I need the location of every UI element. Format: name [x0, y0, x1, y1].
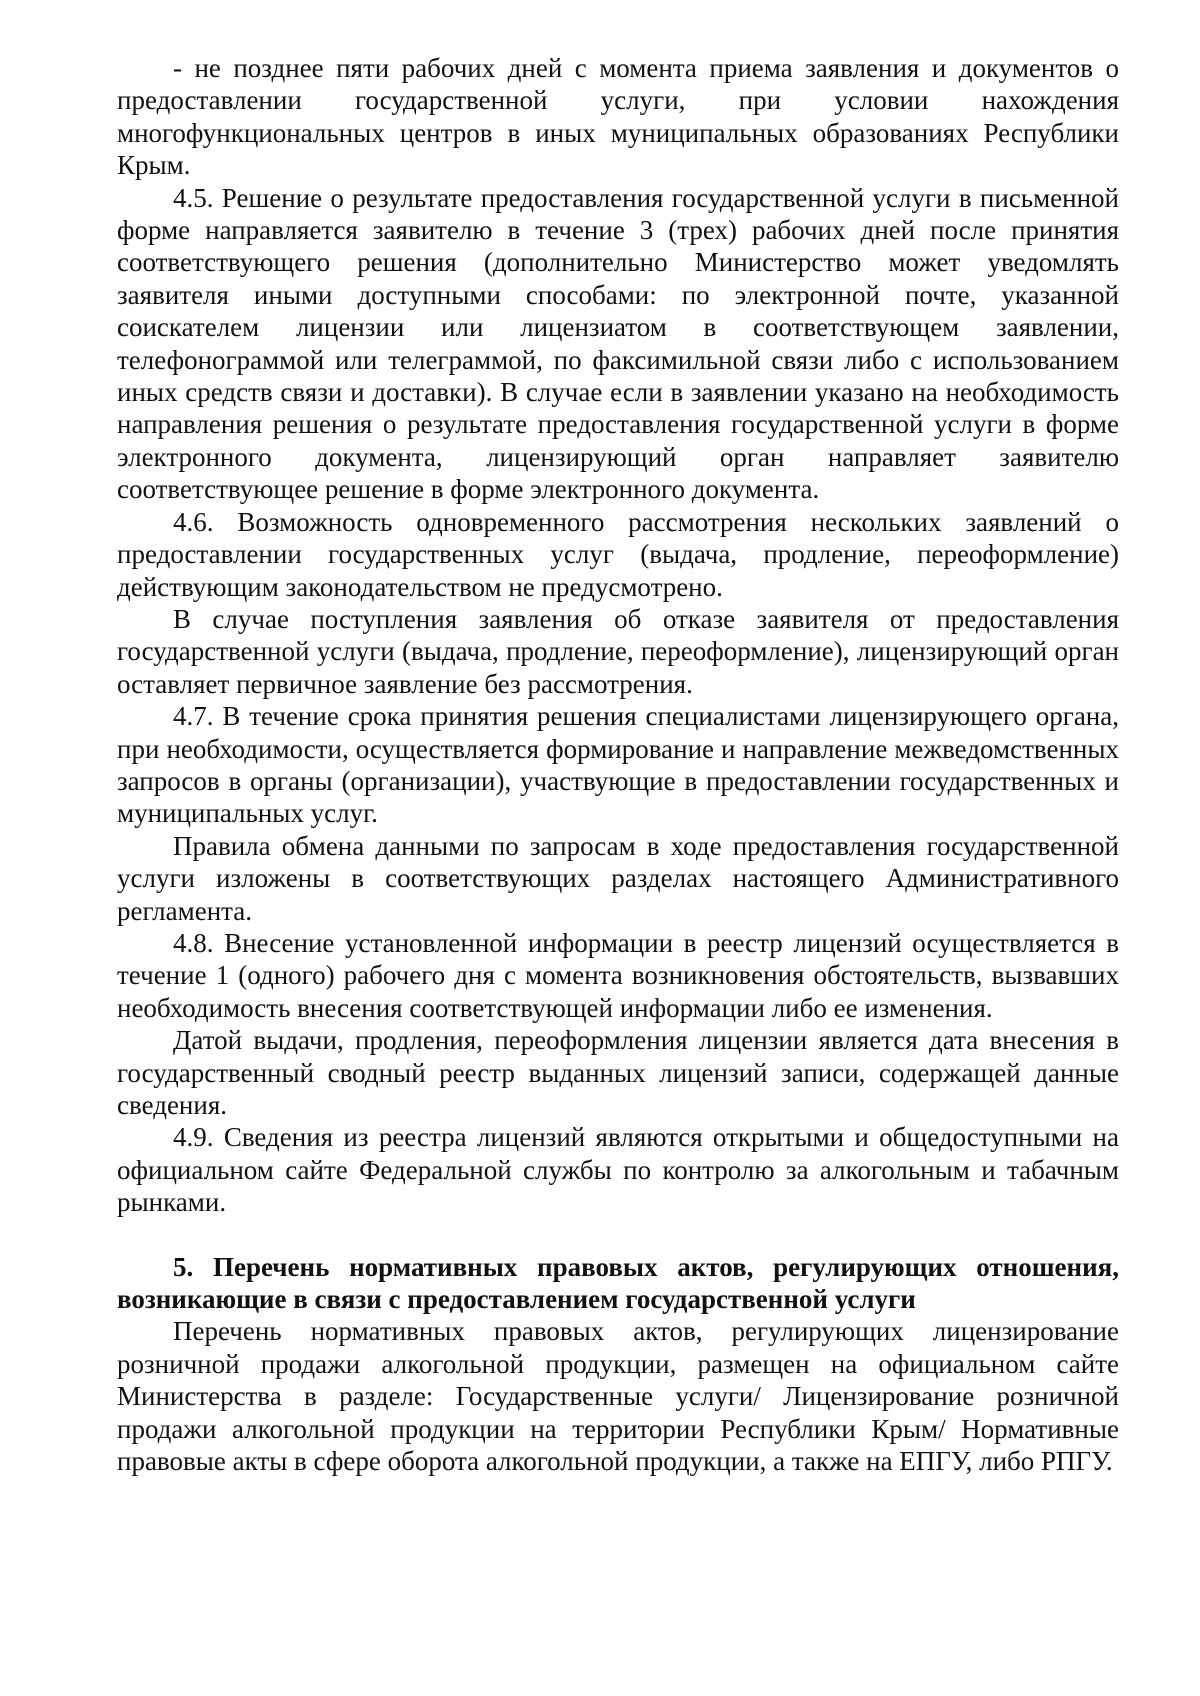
paragraph-deadline-mfc: - не позднее пяти рабочих дней с момента приема заявления и документов о предоставлении государственной услуги, при условии нахождения многофункциональных центров в иных муниципальных образованиях Республики Крым. [117, 53, 1119, 181]
paragraph-4-8: 4.8. Внесение установленной информации в реестр лицензий осуществляется в течение 1 (одного) рабочего дня с момента возникновения обстоятельств, вызвавших необходимость внесения соответствующей информации либо ее изменения. [117, 927, 1119, 1023]
document-page [117, 52, 1119, 1477]
paragraph-issue-date: Датой выдачи, продления, переоформления лицензии является дата внесения в государственный сводный реестр выданных лицензий записи, содержащей данные сведения. [117, 1025, 1119, 1120]
paragraph-4-7: 4.7. В течение срока принятия решения специалистами лицензирующего органа, при необходимости, осуществляется формирование и направление межведомственных запросов в органы (организации), участвующие в предоставлении государственных и муниципальных услуг. [117, 701, 1119, 829]
paragraph-4-6: 4.6. Возможность одновременного рассмотрения нескольких заявлений о предоставлении государственных услуг (выдача, продление, переоформление) действующим законодательством не предусмотрено. [117, 506, 1119, 602]
section-5-heading: 5. Перечень нормативных правовых актов, регулирующих отношения, возникающие в связи с предоставлением государственной услуги [117, 1251, 1119, 1315]
paragraph-data-exchange-rules: Правила обмена данными по запросам в ходе предоставления государственной услуги изложены в соответствующих разделах настоящего Административного регламента. [117, 830, 1119, 926]
section-5-paragraph: Перечень нормативных правовых актов, регулирующих лицензирование розничной продажи алкогольной продукции, размещен на официальном сайте Министерства в разделе: Государственные услуги/ Лицензирование розничной продажи алкогольной продукции на территории Республики Крым/ Нормативные правовые акты в сфере оборота алкогольной продукции, а также на ЕПГУ, либо РПГУ. [117, 1316, 1119, 1477]
paragraph-refusal: В случае поступления заявления об отказе заявителя от предоставления государственной услуги (выдача, продление, переоформление), лицензирующий орган оставляет первичное заявление без рассмотрения. [117, 603, 1119, 699]
paragraph-4-5: 4.5. Решение о результате предоставления государственной услуги в письменной форме направляется заявителю в течение 3 (трех) рабочих дней после принятия соответствующего решения (дополнительно Министерство может уведомлять заявителя иными доступными способами: по электронной почте, указанной соискателем лицензии или лицензиатом в соответствующем заявлении, телефонограммой или телеграммой, по факсимильной связи либо с использованием иных средств связи и доставки). В случае если в заявлении указано на необходимость направления решения о результате предоставления государственной услуги в форме электронного документа, лицензирующий орган направляет заявителю соответствующее решение в форме электронного документа. [117, 182, 1119, 505]
paragraph-4-9: 4.9. Сведения из реестра лицензий являются открытыми и общедоступными на официальном сайте Федеральной службы по контролю за алкогольным и табачным рынками. [117, 1122, 1119, 1218]
